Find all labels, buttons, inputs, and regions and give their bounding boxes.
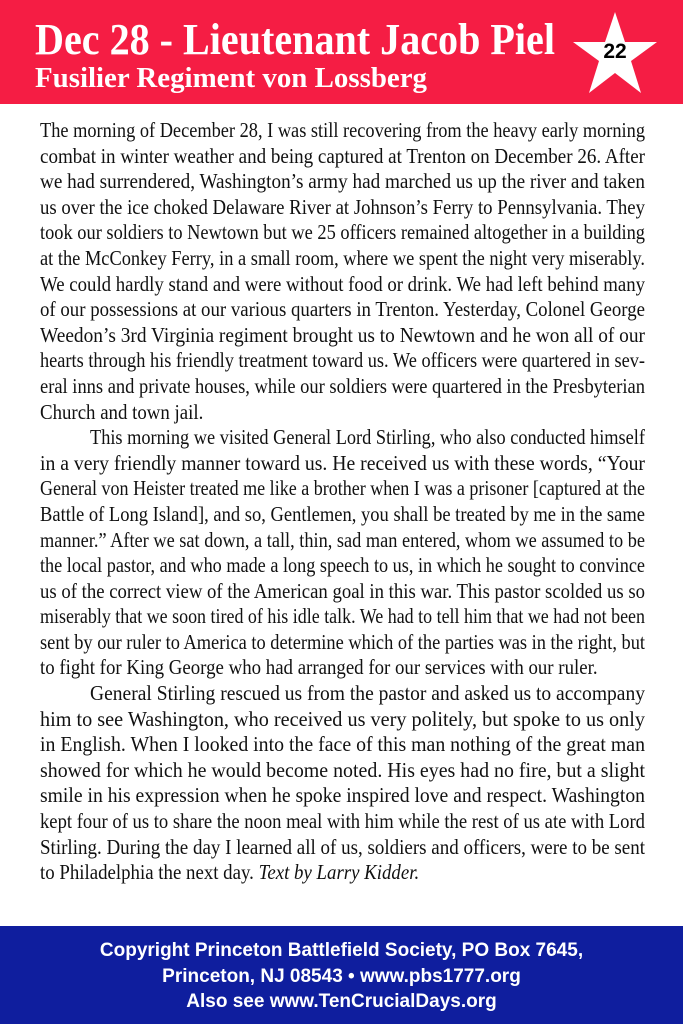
text-line — [40, 681, 645, 707]
text-line — [40, 707, 645, 733]
text-line — [40, 758, 645, 784]
text-line-content — [40, 195, 645, 221]
text-line-words: us over the ice choked Delaware River at Johnson’s Ferry to Pennsylvania. They — [40, 194, 645, 219]
text-line — [40, 220, 645, 246]
text-line — [40, 528, 645, 554]
text-line-words: The morning of December 28, I was still recovering from the heavy early morning — [40, 118, 645, 142]
footer-band — [0, 926, 683, 1024]
text-line — [40, 323, 645, 349]
card-number-badge: 22 — [603, 40, 627, 63]
text-line-content — [40, 476, 645, 502]
text-line-content — [40, 528, 645, 554]
text-line-words: to Philadelphia the next day. — [40, 860, 259, 885]
text-line-content — [40, 323, 645, 349]
text-line — [40, 144, 645, 170]
text-line — [40, 579, 645, 605]
text-line-content — [40, 297, 645, 323]
text-line — [40, 630, 645, 656]
text-line — [40, 118, 645, 144]
text-line-words: the local pastor, and who made a long speech to us, in which he sought to convince — [40, 553, 645, 578]
text-line — [40, 451, 645, 477]
text-line — [40, 835, 645, 861]
footer-website-line: Also see www.TenCrucialDays.org — [186, 991, 497, 1012]
text-line-words: Battle of Long Island], and so, Gentlemen, you shall be treated by me in the same — [40, 501, 645, 526]
text-line — [40, 502, 645, 528]
text-line-words: miserably that we soon tired of his idle talk. We had to tell him that we had not been — [40, 604, 645, 629]
text-line-words: Weedon’s 3rd Virginia regiment brought us to Newtown and he won all of our — [40, 322, 645, 347]
text-line — [40, 297, 645, 323]
text-line — [40, 195, 645, 221]
narrative-text — [40, 118, 645, 886]
text-line-words: hearts through his friendly treatment toward us. We officers were quartered in sev- — [40, 348, 645, 373]
text-line-content — [40, 144, 645, 170]
text-line-content — [40, 553, 645, 579]
text-line-content — [40, 246, 645, 272]
text-line-words: eral inns and private houses, while our soldiers were quartered in the Presbyterian — [40, 373, 645, 398]
text-line-words: showed for which he would become noted. His eyes had no fire, but a slight — [40, 757, 645, 782]
text-line-content — [40, 400, 203, 426]
text-line-content — [90, 681, 645, 707]
text-line-words: combat in winter weather and being captured at Trenton on December 26. After — [40, 143, 645, 168]
text-line-words: in English. When I looked into the face of this man nothing of the great man — [40, 732, 645, 757]
text-line-content — [40, 809, 645, 835]
text-line-words: smile in his expression when he spoke inspired love and respect. Washington — [40, 783, 645, 808]
text-line-words: of our possessions at our various quarters in Trenton. Yesterday, Colonel George — [40, 297, 645, 322]
text-line-content — [40, 348, 645, 374]
footer-copyright-line: Copyright Princeton Battlefield Society, PO Box 7645, — [99, 940, 584, 961]
text-line-words: manner.” After we sat down, a tall, thin, sad man entered, whom we assumed to be — [40, 527, 645, 552]
text-line — [40, 809, 645, 835]
footer-address-line: Princeton, NJ 08543 • www.pbs1777.org — [162, 966, 521, 987]
text-line-words: him to see Washington, who received us very politely, but spoke to us only — [40, 706, 645, 731]
text-line-words: Church and town jail. — [40, 399, 204, 424]
text-line-content — [90, 425, 645, 451]
header-band — [0, 0, 683, 104]
text-line — [40, 655, 645, 681]
text-line-content — [40, 707, 645, 733]
text-line — [40, 169, 645, 195]
text-line — [40, 783, 645, 809]
text-line-words: in a very friendly manner toward us. He received us with these words, “Your — [40, 450, 645, 475]
page-title: Dec 28 - Lieutenant Jacob Piel — [35, 15, 555, 64]
text-line-content — [40, 655, 598, 681]
text-line-words: This morning we visited General Lord Stirling, who also conducted himself — [90, 425, 645, 450]
text-line-content — [40, 579, 645, 605]
text-line — [40, 246, 645, 272]
text-line-content — [40, 732, 645, 758]
text-line-content — [40, 630, 645, 656]
text-line-content — [40, 758, 645, 784]
text-line-content — [40, 502, 645, 528]
text-line-words: took our soldiers to Newtown but we 25 officers remained altogether in a building — [40, 220, 645, 245]
text-line-words: We could hardly stand and were without food or drink. We had left behind many — [40, 271, 645, 296]
text-line — [40, 476, 645, 502]
text-line-words: General Stirling rescued us from the pastor and asked us to accompany — [90, 681, 645, 706]
text-line — [40, 425, 645, 451]
text-line-content — [40, 220, 645, 246]
text-line-words: kept four of us to share the noon meal with him while the rest of us ate with Lord — [40, 809, 645, 834]
text-line-words: Stirling. During the day I learned all of us, soldiers and officers, were to be sent — [40, 834, 645, 859]
text-line-words: at the McConkey Ferry, in a small room, where we spent the night very miserably. — [40, 245, 645, 270]
text-line — [40, 400, 645, 426]
text-line-words: General von Heister treated me like a brother when I was a prisoner [captured at the — [40, 476, 645, 501]
text-line — [40, 860, 645, 886]
text-line-content — [40, 783, 645, 809]
text-line — [40, 374, 645, 400]
text-line — [40, 732, 645, 758]
text-line — [40, 272, 645, 298]
text-line-content — [40, 272, 645, 298]
text-line-words: us of the correct view of the American goal in this war. This pastor scolded us so — [40, 578, 645, 603]
text-line-content — [40, 169, 645, 195]
text-line-content — [40, 118, 645, 144]
text-line-content — [40, 374, 645, 400]
text-line-content — [40, 451, 645, 477]
text-line — [40, 604, 645, 630]
page-subtitle: Fusilier Regiment von Lossberg — [35, 62, 427, 94]
text-line-words: to fight for King George who had arranged for our services with our ruler. — [40, 655, 598, 680]
text-line-content — [40, 604, 645, 630]
text-line-words: sent by our ruler to America to determine which of the parties was in the right, but — [40, 629, 645, 654]
author-credit: Text by Larry Kidder. — [258, 860, 420, 885]
text-line — [40, 348, 645, 374]
text-line — [40, 553, 645, 579]
text-line-content — [40, 835, 645, 861]
text-line-words: we had surrendered, Washington’s army had marched us up the river and taken — [40, 169, 645, 194]
text-line-content — [40, 860, 419, 886]
